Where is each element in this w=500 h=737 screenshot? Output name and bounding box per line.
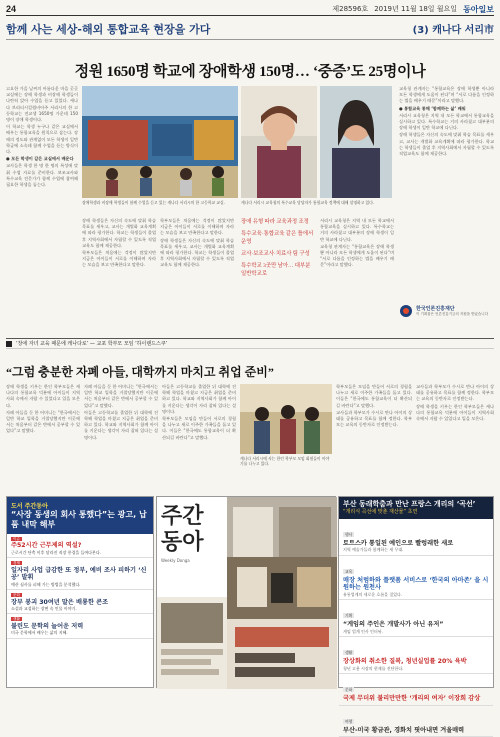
ad-item-tag: 행사: [345, 531, 353, 537]
ad-banner-tag: 도서 주간동아: [11, 503, 48, 510]
ad-highlight-sub: “개리식 곡선에 맞춘 재산물” 초연: [343, 509, 418, 515]
magazine-brand: 주간 동아: [161, 503, 204, 554]
article-paragraph: 학부모들은 처음에는 걱정이 많았지만 지금은 아이들이 서로를 이해하며 자라는 모습을 보고 만족한다고 말한다.: [160, 218, 234, 236]
ad-item-text: 청년 고용 시장의 현재를 진단한다.: [343, 665, 404, 671]
article-paragraph: 아들은 고등학교를 졸업한 뒤 대학에 진학해 학업을 마쳤고 지금은 취업을 준비하고 있다. 학교와 지역사회가 함께 아이를 키운다는 생각이 자리 잡혀 있다는 설명이다.: [84, 409, 158, 440]
pull-quote-line: 장애 유형 따라 교육과정 조정: [241, 219, 309, 225]
pull-quote-line: 특수학교 3곳만 남아… 대부분 일반학교로: [241, 263, 311, 277]
ad-item-title: 장상화의 취소한 질복, 청년실업률 20% 육박: [343, 658, 467, 666]
article-paragraph: 자폐 아들을 둔 한 어머니는 “한국에서는 일반 학교 입학을 거절당했지만 이곳에서는 처음부터 같은 반에서 공부할 수 있었다”고 말했다.: [84, 384, 158, 408]
weekly-magazine-cover-ad[interactable]: [156, 496, 336, 688]
article-paragraph: 아들은 고등학교를 졸업한 뒤 대학에 진학해 학업을 마쳤고 지금은 취업을 준비하고 있다. 학교와 지역사회가 함께 아이를 키운다는 생각이 자리 잡혀 있다는 설명이다.: [162, 384, 236, 414]
ad-item-tag: 이슈: [13, 537, 20, 541]
section-series: (3) 캐나다 서리市: [412, 25, 494, 36]
article-paragraph: 고요한 가을 날씨의 아름다운 마을 곳곳 교실에는 장애 학생과 비장애 학생들이 나란히 앉아 수업을 듣고 있었다. 캐나다 브리티시컬럼비아주 서리시의 한 고등학교는 전교생 1650명 가운데 150명이 장애 학생이다.: [6, 86, 78, 123]
ad-highlight-item[interactable]: [339, 637, 493, 674]
masthead-rule: [6, 15, 494, 16]
article-paragraph: 서리시 교육청은 지역 내 모든 학교에서 통합교육을 실시하고 있다. 특수학교는 거의 사라졌고 대부분의 장애 학생이 일반 학교에 다닌다.: [320, 218, 394, 242]
subhead-text: ● 모든 학생이 같은 교실에서 배운다: [6, 156, 74, 162]
section-bar: [6, 18, 494, 40]
classroom-photo-caption: 장애학생과 비장애 학생들이 함께 수업을 듣고 있는 캐나다 서리시의 한 고등학교 교실.: [82, 200, 225, 205]
ad-item-tag: 여행: [345, 718, 353, 724]
article-paragraph: 장애 학생을 키우는 한인 학부모들은 캐나다의 통합교육 덕분에 아이들이 지역사회 속에서 자랄 수 있었다고 입을 모은다.: [416, 403, 494, 422]
ad-item-tag: 기획: [345, 613, 353, 619]
ad-item-text: 근로시간 단축 이후 달라진 직장 풍경을 들여다본다.: [11, 549, 102, 555]
main-headline: 정원 1650명 학교에 장애학생 150명… ‘중증’도 25명이나: [74, 64, 426, 80]
ad-item-title: 장부 봉괴 30여년 말은 배룡한 콘조: [11, 598, 109, 606]
article-column-2b: [160, 218, 234, 332]
sub-article-bar: [6, 338, 494, 349]
article-paragraph: 학부모들은 모임을 만들어 서로의 경험을 나누고 새로 이주한 가족들을 돕고 있다. 이들은 “한국에도 통합교육이 더 확산되길 바란다”고 말했다.: [162, 416, 236, 440]
sub-article-headline: “그럼 충분한 자폐 아들, 대학까지 마치고 취업 준비”: [6, 365, 274, 379]
magazine-inset-photo: [157, 597, 227, 689]
page-number: 24: [6, 4, 17, 14]
subhead-text: ● 통합교육 통해 ‘함께하는 삶’ 배워: [399, 105, 466, 111]
article-paragraph: 교육청 관계자는 “통합교육은 장애 학생뿐 아니라 모든 학생에게 도움이 된다”며 “서로 다름을 인정하는 법을 배우기 때문”이라고 말했다.: [320, 243, 394, 268]
sub-article-kicker: ‘장애 자녀 교육 때문에 캐나다로’ — 교포 학부모 모임 ‘하이랜드스쿠’: [16, 341, 168, 347]
ad-item-text: 유통업계의 새로운 흐름을 짚었다.: [343, 591, 403, 597]
pull-quote-line: 교사·보조교사·치료사 팀 구성: [241, 251, 310, 257]
square-bullet-icon: [6, 341, 12, 347]
article-column-2: [82, 218, 156, 332]
article-paragraph: 장애 학생들은 자신의 속도에 맞춰 학습 목표를 세우고, 교사는 개별화 교육계획에 따라 평가한다. 학교는 학생들이 졸업 후 지역사회에서 자립할 수 있도록 직업교육도 함께 제공한다.: [82, 218, 156, 248]
parents-photo-caption: 캐나다 서리시에 사는 한인 학부모 모임 회원들이 이야기를 나누고 있다.: [240, 456, 330, 467]
ad-contents-item[interactable]: [7, 558, 153, 590]
ad-contents-item[interactable]: [7, 614, 153, 638]
parents-photo: [240, 384, 332, 454]
article-paragraph: 자폐 아들을 둔 한 어머니는 “한국에서는 일반 학교 입학을 거절당했지만 이곳에서는 처음부터 같은 반에서 공부할 수 있었다”고 말했다.: [6, 409, 80, 434]
ad-item-title: 토트스카 통일된 예인으로 빨렁래한 새로: [343, 539, 454, 547]
ad-item-title: 일자리 사업 급감한 또 정부, 예비 조사 피하기 ‘신공’ 발휘: [11, 566, 147, 582]
ad-highlight-item[interactable]: [339, 519, 493, 556]
ad-item-text: 미국 문학에서 배우는 삶의 지혜.: [11, 630, 68, 636]
ad-item-text: 예산 심사를 피해 가는 방법을 분석했다.: [11, 581, 81, 587]
officer-photo: [241, 86, 317, 198]
section-title: 함께 사는 세상-해외 통합교육 현장을 가다: [6, 22, 211, 36]
magazine-brand-area: [157, 497, 227, 597]
teacher-photo: [320, 86, 392, 198]
article-paragraph: 교사들은 학생 한 명 한 명의 특성에 맞춰 수업 자료를 준비한다. 보조교사와 특수교육 전문가가 함께 수업에 참여해 필요한 학생을 돕는다.: [6, 163, 78, 188]
ad-item-title: 국제 무더위 불리만만한 ‘개리의 여자’ 이장희 감상: [343, 695, 481, 703]
masthead: [6, 4, 494, 14]
ad-item-text: 소설과 교섭하는 장면 속 인물 이야기.: [11, 606, 77, 612]
ad-highlight-item[interactable]: [339, 600, 493, 637]
ad-item-text: 게임 업계 인사 인터뷰.: [343, 628, 383, 634]
issue-number: 제28596호: [332, 5, 369, 13]
ad-item-tag: 생활: [345, 650, 353, 656]
ad-item-title: 주52시간 근무제의 역설?: [11, 542, 82, 550]
pull-quote-line: 특수교육·통합교육 같은 틀에서 운영: [241, 231, 314, 245]
weekly-magazine-ad-highlights[interactable]: [338, 496, 494, 734]
magazine-cover-photo: [227, 497, 337, 689]
ad-item-tag: 문화: [345, 687, 353, 693]
ad-contents-item[interactable]: [7, 590, 153, 614]
sponsor-note: 이 기획물은 언론진흥기금의 지원을 받았습니다: [416, 311, 489, 316]
sub-article-column-3: [162, 384, 236, 490]
article-subhead: [6, 156, 78, 162]
sponsor-logo-icon: [399, 304, 413, 318]
article-paragraph: 교사들과 학부모가 수시로 만나 아이의 상태를 공유하고 목표를 함께 정한다. 학부모는 교육의 동반자로 인정받는다.: [416, 384, 494, 402]
newspaper-brand: 동아일보: [463, 4, 494, 14]
ad-item-title: 부산-미국 황금관, 경화치 핏아내면 겨울매력: [343, 726, 465, 734]
pull-quote-box: [241, 218, 315, 308]
sub-article-column-4: [336, 384, 412, 490]
sponsor-logo: [399, 300, 493, 322]
article-paragraph: 서리시 교육청은 지역 내 모든 학교에서 통합교육을 실시하고 있다. 특수학교는 거의 사라졌고 대부분의 장애 학생이 일반 학교에 다닌다.: [399, 112, 494, 131]
article-paragraph: 장애 학생들은 자신의 속도에 맞춰 학습 목표를 세우고, 교사는 개별화 교육계획에 따라 평가한다. 학교는 학생들이 졸업 후 지역사회에서 자립할 수 있도록 직업교육도 함께 제공한다.: [399, 132, 494, 157]
ad-item-title: 매장 처럼하와 플랫폼 서비스로 ‘한국의 아마존’ 을 시원하는 원천사: [343, 576, 489, 592]
ad-highlight-item[interactable]: [339, 674, 493, 706]
article-paragraph: 학부모들은 처음에는 걱정이 많았지만 지금은 아이들이 서로를 이해하며 자라는 모습을 보고 만족한다고 말한다.: [82, 250, 156, 268]
masthead-info: [332, 4, 494, 15]
article-column-3: [320, 218, 394, 332]
article-paragraph: 장애 학생들은 자신의 속도에 맞춰 학습 목표를 세우고, 교사는 개별화 교육계획에 따라 평가한다. 학교는 학생들이 졸업 후 지역사회에서 자립할 수 있도록 직업교육도 함께 제공한다.: [160, 237, 234, 268]
ad-banner-title: “사장 동생의 회사 통했다”는 광고, 납품 내막 해부: [11, 510, 147, 529]
sponsor-logo-text: [416, 306, 488, 317]
article-column-1: [6, 86, 78, 332]
ad-highlight-banner: [339, 497, 493, 519]
ad-item-title: “게임의 주인은 개발사가 아닌 유저”: [343, 621, 444, 629]
ad-item-title: 불린도 문학의 늘어운 저력: [11, 622, 84, 630]
article-subhead: [399, 106, 494, 112]
officer-photo-caption: 캐나다 서리시 교육청의 특수교육 담당자가 통합교육 정책에 대해 설명하고 있다.: [241, 200, 375, 205]
ad-contents-item[interactable]: [7, 534, 153, 558]
sub-article-column-5: [416, 384, 494, 490]
ad-banner: [7, 497, 153, 534]
sponsor-name: 한국언론진흥재단: [416, 305, 455, 312]
article-column-4: [399, 86, 494, 296]
ad-highlight-item[interactable]: [339, 706, 493, 737]
article-paragraph: 이 학교는 학생 누구나 같은 교실에서 배우는 통합교육을 원칙으로 삼는다. 장애의 정도와 관계없이 모든 학생이 일반 학급에 소속돼 함께 수업을 듣는 방식이다.: [6, 124, 78, 155]
magazine-brand-sub: Weekly Donga: [161, 558, 190, 563]
ad-highlight-item[interactable]: [339, 556, 493, 601]
article-paragraph: 장애 학생을 키우는 한인 학부모들은 캐나다의 통합교육 덕분에 아이들이 지역사회 속에서 자랄 수 있었다고 입을 모은다.: [6, 384, 80, 408]
classroom-photo: [82, 86, 238, 198]
sub-article-column-2: [84, 384, 158, 490]
ad-item-tag: 교육: [345, 568, 353, 574]
article-paragraph: 학부모들은 모임을 만들어 서로의 경험을 나누고 새로 이주한 가족들을 돕고 있다. 이들은 “한국에도 통합교육이 더 확산되길 바란다”고 말했다.: [336, 384, 412, 408]
ad-item-tag: 문화: [13, 593, 20, 598]
ad-highlight-title: 부산 동래학춤과 만난 프랑스 개리의 ‘곡선’: [343, 500, 476, 508]
weekly-magazine-ad-contents[interactable]: [6, 496, 154, 688]
ad-item-tag: 생활: [13, 617, 20, 622]
issue-date: 2019년 11월 18일 월요일: [374, 5, 458, 13]
article-paragraph: 교사들과 학부모가 수시로 만나 아이의 상태를 공유하고 목표를 함께 정한다. 학부모는 교육의 동반자로 인정받는다.: [336, 409, 412, 428]
sub-article-column-1: [6, 384, 80, 490]
article-paragraph: 교육청 관계자는 “통합교육은 장애 학생뿐 아니라 모든 학생에게 도움이 된다”며 “서로 다름을 인정하는 법을 배우기 때문”이라고 말했다.: [399, 86, 494, 104]
ad-item-tag: 경제: [13, 561, 20, 566]
ad-item-text: 지역 예술가들과 함께하는 새 무대.: [343, 547, 404, 553]
